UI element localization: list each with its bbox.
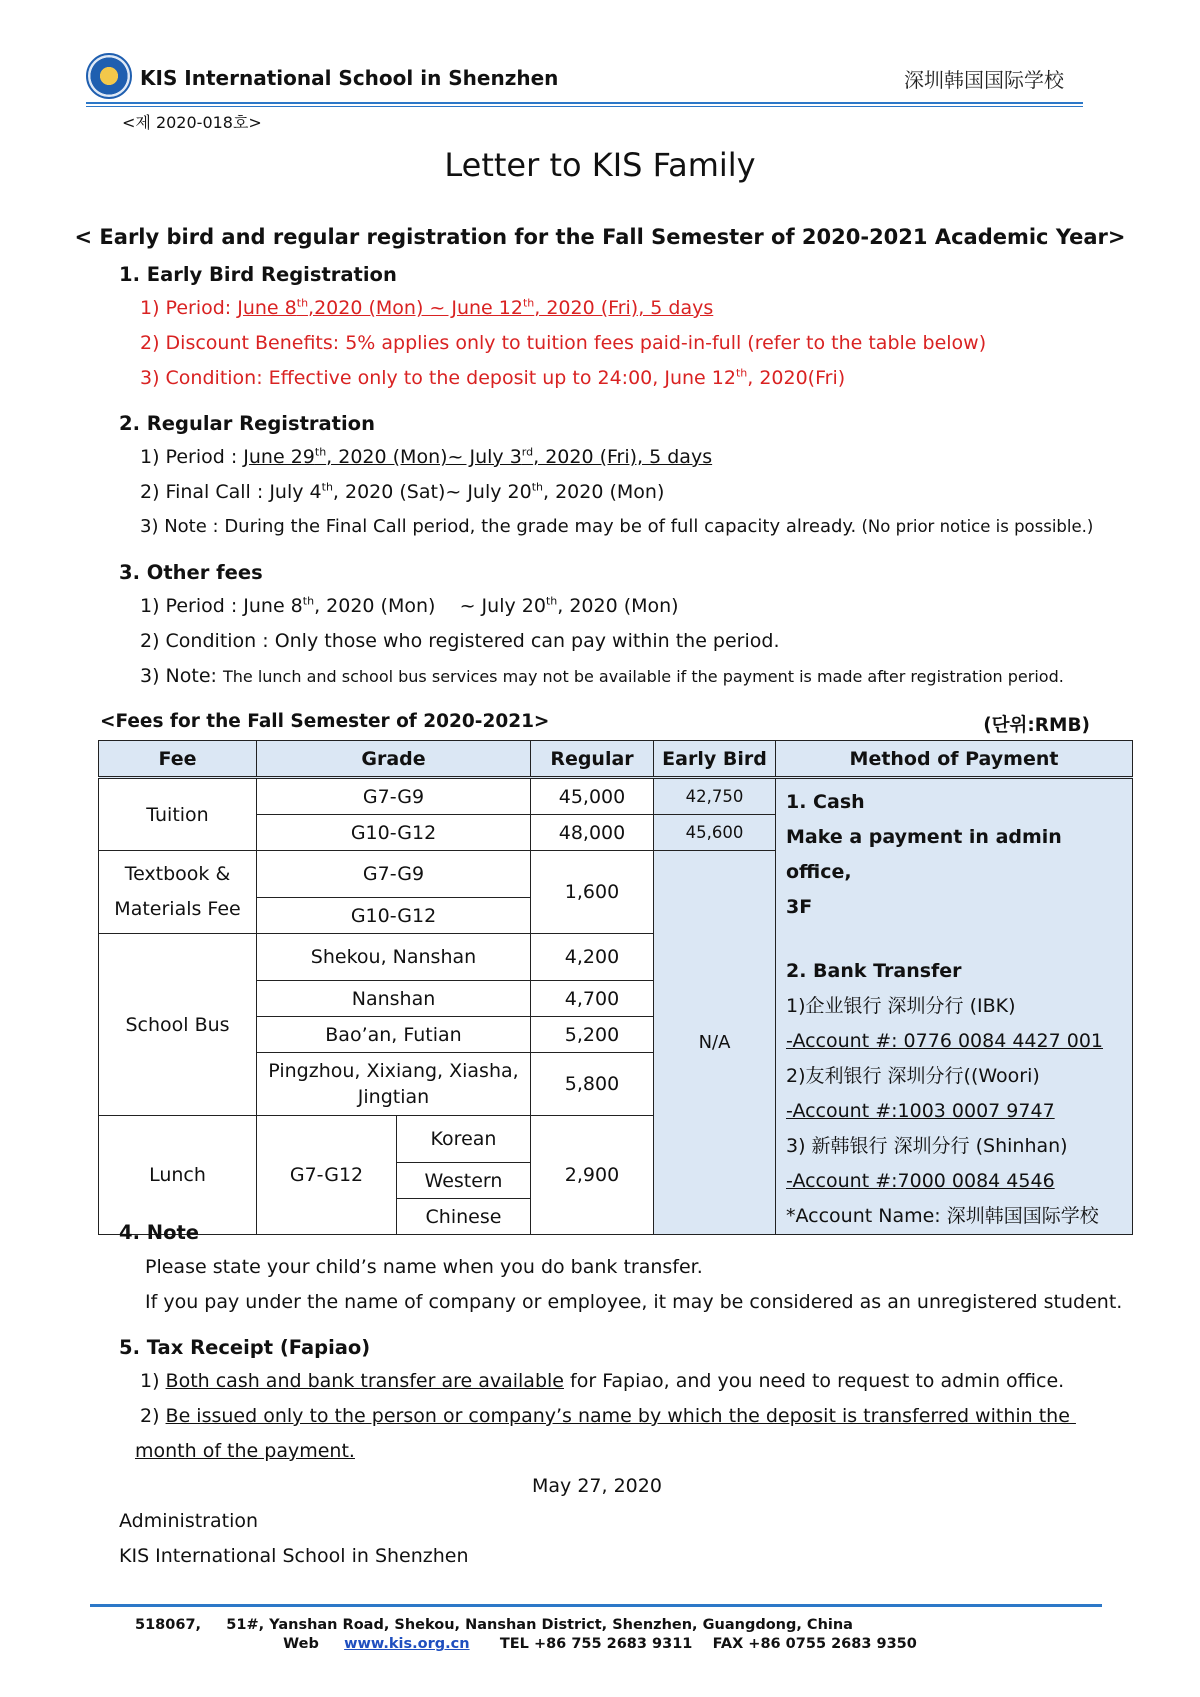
lunch-option-cell: Korean [397, 1116, 531, 1163]
header-method-of-payment: Method of Payment [776, 741, 1133, 778]
early-bird-cell: 45,600 [654, 815, 776, 851]
early-bird-na-cell: N/A [654, 851, 776, 1235]
fee-textbook: Textbook & Materials Fee [99, 851, 257, 934]
other-fees-period: 1) Period : June 8th, 2020 (Mon) ~ July 20th, 2020 (Mon) [140, 594, 679, 617]
fee-tuition: Tuition [99, 778, 257, 851]
lunch-option-cell: Chinese [397, 1199, 531, 1235]
account-woori: -Account #:1003 0007 9747 [786, 1100, 1055, 1122]
regular-note: 3) Note : During the Final Call period, the grade may be of full capacity already. (No prior notice is possible.) [140, 516, 1094, 537]
regular-cell: 4,200 [531, 934, 654, 981]
grade-cell: G7-G9 [257, 778, 531, 815]
grade-cell: Shekou, Nanshan [257, 934, 531, 981]
fee-table-caption: <Fees for the Fall Semester of 2020-2021> [100, 711, 550, 732]
letter-subtitle: < Early bird and regular registration for the Fall Semester of 2020-2021 Academic Year> [74, 225, 1126, 249]
note-line-2: If you pay under the name of company or employee, it may be considered as an unregistered student. [145, 1291, 1123, 1313]
fee-school-bus: School Bus [99, 934, 257, 1116]
regular-cell: 48,000 [531, 815, 654, 851]
bank-shinhan: 3) 新韩银行 深圳分行 (Shinhan) [786, 1135, 1068, 1157]
table-header-row [99, 741, 1133, 778]
account-ibk: -Account #: 0776 0084 4427 001 [786, 1030, 1103, 1052]
cash-desc-floor: 3F [786, 896, 813, 918]
early-bird-period: 1) Period: June 8th,2020 (Mon) ~ June 12th, 2020 (Fri), 5 days [140, 296, 714, 319]
footer-divider [90, 1604, 1102, 1607]
fee-table-unit: (단위:RMB) [983, 715, 1090, 736]
grade-cell: G7-G9 [257, 851, 531, 898]
method-of-payment-cell [776, 778, 1133, 1235]
header-early-bird: Early Bird [654, 741, 776, 778]
early-bird-discount: 2) Discount Benefits: 5% applies only to tuition fees paid-in-full (refer to the table below) [140, 332, 987, 354]
grade-cell: G10-G12 [257, 815, 531, 851]
grade-cell: G10-G12 [257, 898, 531, 934]
early-bird-condition: 3) Condition: Effective only to the deposit up to 24:00, June 12th, 2020(Fri) [140, 366, 846, 389]
fee-table [98, 740, 1133, 1235]
cash-title: 1. Cash [786, 791, 865, 813]
header-divider [86, 102, 1083, 104]
header-regular: Regular [531, 741, 654, 778]
footer-address: 518067, 51#, Yanshan Road, Shekou, Nanshan District, Shenzhen, Guangdong, China [135, 1617, 853, 1633]
section-other-fees-heading: 3. Other fees [119, 561, 263, 584]
document-number: <제 2020-018호> [122, 113, 262, 132]
bank-transfer-title: 2. Bank Transfer [786, 960, 962, 982]
footer-contact: Web www.kis.org.cn TEL +86 755 2683 9311 FAX +86 0755 2683 9350 [283, 1636, 917, 1652]
letter-title: Letter to KIS Family [444, 146, 756, 184]
school-logo-icon [86, 53, 132, 99]
tax-receipt-item-1: 1) Both cash and bank transfer are available for Fapiao, and you need to request to admin office. [140, 1370, 1065, 1392]
other-fees-note: 3) Note: The lunch and school bus services may not be available if the payment is made after registration period. [140, 665, 1064, 687]
tax-receipt-item-2-cont: month of the payment. [135, 1440, 355, 1462]
other-fees-condition: 2) Condition : Only those who registered can pay within the period. [140, 630, 780, 652]
note-line-1: Please state your child’s name when you do bank transfer. [145, 1256, 703, 1278]
header-grade: Grade [257, 741, 531, 778]
bank-woori: 2)友利银行 深圳分行((Woori) [786, 1065, 1040, 1087]
lunch-grade-cell: G7-G12 [257, 1116, 397, 1235]
regular-cell: 4,700 [531, 981, 654, 1017]
regular-final-call: 2) Final Call : July 4th, 2020 (Sat)~ July 20th, 2020 (Mon) [140, 480, 665, 503]
grade-cell: Nanshan [257, 981, 531, 1017]
header-divider-thin [86, 106, 1083, 107]
regular-cell: 1,600 [531, 851, 654, 934]
header-fee: Fee [99, 741, 257, 778]
signature-school: KIS International School in Shenzhen [119, 1545, 469, 1567]
regular-period: 1) Period : June 29th, 2020 (Mon)~ July 3rd, 2020 (Fri), 5 days [140, 445, 713, 468]
grade-cell: Pingzhou, Xixiang, Xiasha, Jingtian [257, 1053, 531, 1116]
website-link[interactable]: www.kis.org.cn [344, 1636, 470, 1652]
account-shinhan: -Account #:7000 0084 4546 [786, 1170, 1055, 1192]
school-chinese-name: 深圳韩国国际学校 [904, 68, 1064, 92]
fee-lunch: Lunch [99, 1116, 257, 1235]
tax-receipt-item-2: 2) Be issued only to the person or company’s name by which the deposit is transferred within the [140, 1405, 1076, 1427]
school-name: KIS International School in Shenzhen [140, 66, 559, 90]
letter-date: May 27, 2020 [532, 1475, 662, 1497]
regular-cell: 5,800 [531, 1053, 654, 1116]
grade-cell: Bao’an, Futian [257, 1017, 531, 1053]
early-bird-cell: 42,750 [654, 778, 776, 815]
account-name: *Account Name: 深圳韩国国际学校 [786, 1205, 1099, 1227]
section-regular-heading: 2. Regular Registration [119, 412, 375, 435]
signature-department: Administration [119, 1510, 259, 1532]
section-tax-receipt-heading: 5. Tax Receipt (Fapiao) [119, 1336, 371, 1359]
section-early-bird-heading: 1. Early Bird Registration [119, 263, 397, 286]
regular-cell: 2,900 [531, 1116, 654, 1235]
regular-cell: 5,200 [531, 1017, 654, 1053]
section-note-heading: 4. Note [119, 1221, 200, 1244]
cash-desc: Make a payment in admin office, [786, 826, 1062, 883]
bank-ibk: 1)企业银行 深圳分行 (IBK) [786, 995, 1016, 1017]
table-row [99, 778, 1133, 815]
regular-cell: 45,000 [531, 778, 654, 815]
lunch-option-cell: Western [397, 1163, 531, 1199]
